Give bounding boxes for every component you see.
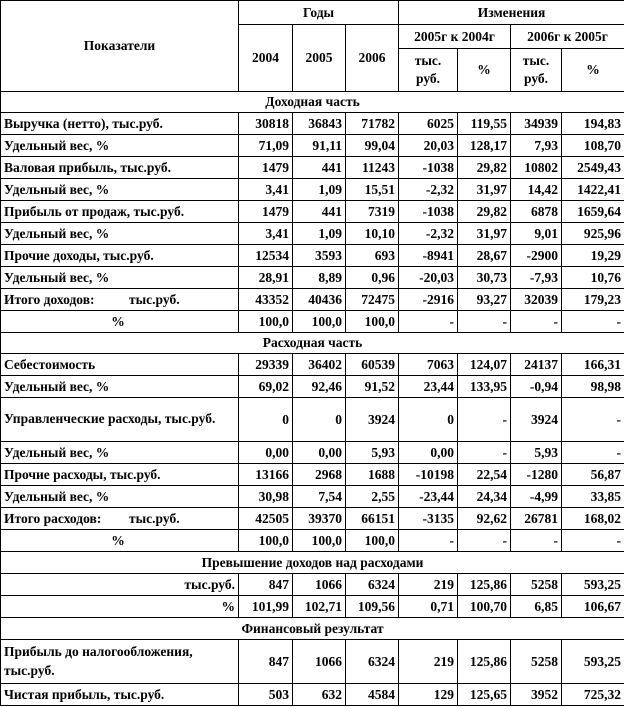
value-cell: 11243 bbox=[346, 157, 399, 179]
value-cell: -1038 bbox=[399, 201, 458, 223]
value-cell: 43352 bbox=[239, 289, 293, 311]
value-cell: 3,41 bbox=[239, 179, 293, 201]
value-cell: 0,96 bbox=[346, 267, 399, 289]
value-cell: - bbox=[562, 398, 624, 442]
value-cell: - bbox=[562, 311, 624, 333]
value-cell: -0,94 bbox=[511, 376, 562, 398]
section-title: Доходная часть bbox=[1, 92, 624, 113]
value-cell: 593,25 bbox=[562, 640, 624, 684]
value-cell: 725,32 bbox=[562, 684, 624, 706]
value-cell: 26781 bbox=[511, 508, 562, 530]
value-cell: 40436 bbox=[293, 289, 346, 311]
years-group-header: Годы bbox=[239, 1, 399, 25]
value-cell: 125,86 bbox=[458, 640, 511, 684]
value-cell: 6,85 bbox=[511, 596, 562, 618]
value-cell: 503 bbox=[239, 684, 293, 706]
value-cell: 6025 bbox=[399, 113, 458, 135]
value-cell: 28,67 bbox=[458, 245, 511, 267]
value-cell: -2,32 bbox=[399, 179, 458, 201]
value-cell: 1422,41 bbox=[562, 179, 624, 201]
value-cell: -2900 bbox=[511, 245, 562, 267]
value-cell: 71782 bbox=[346, 113, 399, 135]
value-cell: 93,27 bbox=[458, 289, 511, 311]
value-cell: 5258 bbox=[511, 640, 562, 684]
row-label: Себестоимость bbox=[1, 354, 239, 376]
value-cell: 10,10 bbox=[346, 223, 399, 245]
table-row bbox=[1, 486, 624, 508]
table-row bbox=[1, 354, 624, 376]
total-row bbox=[1, 289, 624, 311]
table-row bbox=[1, 574, 624, 596]
value-cell: 91,52 bbox=[346, 376, 399, 398]
value-cell: 632 bbox=[293, 684, 346, 706]
value-cell: 0,00 bbox=[399, 442, 458, 464]
value-cell: 125,86 bbox=[458, 574, 511, 596]
section-title: Финансовый результат bbox=[1, 618, 624, 640]
year-header-2004: 2004 bbox=[239, 25, 293, 92]
value-cell: 219 bbox=[399, 640, 458, 684]
value-cell: 1066 bbox=[293, 640, 346, 684]
unit-header-tys: тыс. руб. bbox=[399, 49, 458, 92]
value-cell: 101,99 bbox=[239, 596, 293, 618]
value-cell: 71,09 bbox=[239, 135, 293, 157]
value-cell: 100,0 bbox=[346, 530, 399, 552]
row-label: % bbox=[1, 530, 239, 552]
value-cell: 30,73 bbox=[458, 267, 511, 289]
row-label: Удельный вес, % bbox=[1, 267, 239, 289]
unit-header-tys: тыс. руб. bbox=[511, 49, 562, 92]
value-cell: -1280 bbox=[511, 464, 562, 486]
value-cell: 3952 bbox=[511, 684, 562, 706]
value-cell: 10802 bbox=[511, 157, 562, 179]
row-label: Прочие расходы, тыс.руб. bbox=[1, 464, 239, 486]
value-cell: 31,97 bbox=[458, 223, 511, 245]
value-cell: 98,98 bbox=[562, 376, 624, 398]
value-cell: 102,71 bbox=[293, 596, 346, 618]
value-cell: 56,87 bbox=[562, 464, 624, 486]
value-cell: 128,17 bbox=[458, 135, 511, 157]
table-row bbox=[1, 398, 624, 442]
section-title: Превышение доходов над расходами bbox=[1, 552, 624, 574]
value-cell: 1688 bbox=[346, 464, 399, 486]
row-label: Удельный вес, % bbox=[1, 376, 239, 398]
section-row bbox=[1, 333, 624, 354]
total-label: Итого расходов: bbox=[4, 510, 102, 526]
value-cell: 2549,43 bbox=[562, 157, 624, 179]
value-cell: 2968 bbox=[293, 464, 346, 486]
value-cell: 15,51 bbox=[346, 179, 399, 201]
value-cell: 10,76 bbox=[562, 267, 624, 289]
value-cell: 13166 bbox=[239, 464, 293, 486]
year-header-2005: 2005 bbox=[293, 25, 346, 92]
value-cell: -7,93 bbox=[511, 267, 562, 289]
table-row bbox=[1, 530, 624, 552]
value-cell: 6324 bbox=[346, 640, 399, 684]
value-cell: 5258 bbox=[511, 574, 562, 596]
row-label: Выручка (нетто), тыс.руб. bbox=[1, 113, 239, 135]
value-cell: 0,00 bbox=[239, 442, 293, 464]
value-cell: 36843 bbox=[293, 113, 346, 135]
value-cell: 39370 bbox=[293, 508, 346, 530]
section-title: Расходная часть bbox=[1, 333, 624, 354]
value-cell: 166,31 bbox=[562, 354, 624, 376]
value-cell: - bbox=[511, 530, 562, 552]
value-cell: 69,02 bbox=[239, 376, 293, 398]
value-cell: - bbox=[458, 398, 511, 442]
value-cell: 441 bbox=[293, 157, 346, 179]
value-cell: 7,54 bbox=[293, 486, 346, 508]
value-cell: 29339 bbox=[239, 354, 293, 376]
value-cell: 7,93 bbox=[511, 135, 562, 157]
value-cell: 22,54 bbox=[458, 464, 511, 486]
value-cell: - bbox=[458, 442, 511, 464]
value-cell: 1,09 bbox=[293, 179, 346, 201]
value-cell: 194,83 bbox=[562, 113, 624, 135]
value-cell: 179,23 bbox=[562, 289, 624, 311]
row-label: Прочие доходы, тыс.руб. bbox=[1, 245, 239, 267]
table-row bbox=[1, 223, 624, 245]
value-cell: 23,44 bbox=[399, 376, 458, 398]
table-row bbox=[1, 135, 624, 157]
table-row bbox=[1, 245, 624, 267]
value-cell: 100,70 bbox=[458, 596, 511, 618]
table-row bbox=[1, 442, 624, 464]
value-cell: 66151 bbox=[346, 508, 399, 530]
value-cell: 124,07 bbox=[458, 354, 511, 376]
value-cell: 100,0 bbox=[239, 530, 293, 552]
value-cell: -1038 bbox=[399, 157, 458, 179]
value-cell: 6324 bbox=[346, 574, 399, 596]
row-label: % bbox=[1, 311, 239, 333]
row-label: тыс.руб. bbox=[1, 574, 239, 596]
value-cell: 29,82 bbox=[458, 157, 511, 179]
section-row bbox=[1, 92, 624, 113]
value-cell: -8941 bbox=[399, 245, 458, 267]
row-label: Прибыль до налогообложения, тыс.руб. bbox=[1, 640, 239, 684]
value-cell: 28,91 bbox=[239, 267, 293, 289]
unit-header-pct: % bbox=[458, 49, 511, 92]
value-cell: 219 bbox=[399, 574, 458, 596]
total-label-cell bbox=[1, 289, 239, 311]
value-cell: 91,11 bbox=[293, 135, 346, 157]
value-cell: -10198 bbox=[399, 464, 458, 486]
section-row bbox=[1, 552, 624, 574]
value-cell: 0 bbox=[239, 398, 293, 442]
value-cell: 92,46 bbox=[293, 376, 346, 398]
value-cell: 0,71 bbox=[399, 596, 458, 618]
table-row bbox=[1, 464, 624, 486]
value-cell: 99,04 bbox=[346, 135, 399, 157]
value-cell: - bbox=[399, 530, 458, 552]
value-cell: 0,00 bbox=[293, 442, 346, 464]
table-row bbox=[1, 311, 624, 333]
value-cell: 12534 bbox=[239, 245, 293, 267]
value-cell: 3924 bbox=[346, 398, 399, 442]
value-cell: 129 bbox=[399, 684, 458, 706]
value-cell: 24137 bbox=[511, 354, 562, 376]
value-cell: 593,25 bbox=[562, 574, 624, 596]
value-cell: 29,82 bbox=[458, 201, 511, 223]
value-cell: 60539 bbox=[346, 354, 399, 376]
value-cell: 1066 bbox=[293, 574, 346, 596]
value-cell: 32039 bbox=[511, 289, 562, 311]
value-cell: 1,09 bbox=[293, 223, 346, 245]
value-cell: 1479 bbox=[239, 157, 293, 179]
row-label: Удельный вес, % bbox=[1, 442, 239, 464]
unit-header-pct: % bbox=[562, 49, 624, 92]
value-cell: 36402 bbox=[293, 354, 346, 376]
total-label: Итого доходов: bbox=[4, 291, 95, 307]
total-unit: тыс.руб. bbox=[129, 510, 180, 526]
value-cell: -20,03 bbox=[399, 267, 458, 289]
value-cell: - bbox=[399, 311, 458, 333]
value-cell: 133,95 bbox=[458, 376, 511, 398]
row-label: Удельный вес, % bbox=[1, 223, 239, 245]
value-cell: 2,55 bbox=[346, 486, 399, 508]
value-cell: 31,97 bbox=[458, 179, 511, 201]
value-cell: - bbox=[562, 442, 624, 464]
table-row bbox=[1, 267, 624, 289]
value-cell: 100,0 bbox=[293, 530, 346, 552]
row-label: Чистая прибыль, тыс.руб. bbox=[1, 684, 239, 706]
value-cell: 0 bbox=[293, 398, 346, 442]
value-cell: 100,0 bbox=[346, 311, 399, 333]
value-cell: 8,89 bbox=[293, 267, 346, 289]
row-label: Удельный вес, % bbox=[1, 135, 239, 157]
value-cell: 925,96 bbox=[562, 223, 624, 245]
total-unit: тыс.руб. bbox=[129, 291, 180, 307]
value-cell: 14,42 bbox=[511, 179, 562, 201]
value-cell: 92,62 bbox=[458, 508, 511, 530]
value-cell: 5,93 bbox=[511, 442, 562, 464]
value-cell: - bbox=[458, 530, 511, 552]
row-label: % bbox=[1, 596, 239, 618]
row-label: Удельный вес, % bbox=[1, 179, 239, 201]
value-cell: -4,99 bbox=[511, 486, 562, 508]
value-cell: 106,67 bbox=[562, 596, 624, 618]
value-cell: 847 bbox=[239, 574, 293, 596]
table-row bbox=[1, 640, 624, 684]
value-cell: 19,29 bbox=[562, 245, 624, 267]
value-cell: 1479 bbox=[239, 201, 293, 223]
value-cell: 9,01 bbox=[511, 223, 562, 245]
changes-group-header: Изменения bbox=[399, 1, 624, 25]
change-header-2005-2004: 2005г к 2004г bbox=[399, 25, 511, 49]
value-cell: 847 bbox=[239, 640, 293, 684]
value-cell: 119,55 bbox=[458, 113, 511, 135]
value-cell: 3,41 bbox=[239, 223, 293, 245]
table-row bbox=[1, 596, 624, 618]
indicator-header: Показатели bbox=[1, 1, 239, 92]
table-row bbox=[1, 113, 624, 135]
table-row bbox=[1, 157, 624, 179]
value-cell: 3593 bbox=[293, 245, 346, 267]
value-cell: 30818 bbox=[239, 113, 293, 135]
value-cell: 4584 bbox=[346, 684, 399, 706]
value-cell: -2916 bbox=[399, 289, 458, 311]
row-label: Прибыль от продаж, тыс.руб. bbox=[1, 201, 239, 223]
value-cell: 0 bbox=[399, 398, 458, 442]
value-cell: 100,0 bbox=[293, 311, 346, 333]
value-cell: 24,34 bbox=[458, 486, 511, 508]
value-cell: 42505 bbox=[239, 508, 293, 530]
value-cell: 34939 bbox=[511, 113, 562, 135]
change-header-2006-2005: 2006г к 2005г bbox=[511, 25, 624, 49]
value-cell: 441 bbox=[293, 201, 346, 223]
row-label: Валовая прибыль, тыс.руб. bbox=[1, 157, 239, 179]
value-cell: - bbox=[562, 530, 624, 552]
total-row bbox=[1, 508, 624, 530]
value-cell: 30,98 bbox=[239, 486, 293, 508]
row-label: Управленческие расходы, тыс.руб. bbox=[1, 398, 239, 442]
value-cell: 109,56 bbox=[346, 596, 399, 618]
value-cell: 7063 bbox=[399, 354, 458, 376]
value-cell: 5,93 bbox=[346, 442, 399, 464]
table-row bbox=[1, 179, 624, 201]
year-header-2006: 2006 bbox=[346, 25, 399, 92]
table-row bbox=[1, 201, 624, 223]
table-row bbox=[1, 376, 624, 398]
total-label-cell bbox=[1, 508, 239, 530]
value-cell: -2,32 bbox=[399, 223, 458, 245]
value-cell: 20,03 bbox=[399, 135, 458, 157]
value-cell: 33,85 bbox=[562, 486, 624, 508]
value-cell: 108,70 bbox=[562, 135, 624, 157]
value-cell: 72475 bbox=[346, 289, 399, 311]
value-cell: 6878 bbox=[511, 201, 562, 223]
value-cell: 125,65 bbox=[458, 684, 511, 706]
row-label: Удельный вес, % bbox=[1, 486, 239, 508]
value-cell: - bbox=[458, 311, 511, 333]
value-cell: 7319 bbox=[346, 201, 399, 223]
table-body bbox=[1, 1, 624, 706]
value-cell: -23,44 bbox=[399, 486, 458, 508]
value-cell: -3135 bbox=[399, 508, 458, 530]
value-cell: 100,0 bbox=[239, 311, 293, 333]
value-cell: 3924 bbox=[511, 398, 562, 442]
value-cell: 1659,64 bbox=[562, 201, 624, 223]
value-cell: 168,02 bbox=[562, 508, 624, 530]
section-row bbox=[1, 618, 624, 640]
value-cell: 693 bbox=[346, 245, 399, 267]
table-row bbox=[1, 684, 624, 706]
value-cell: - bbox=[511, 311, 562, 333]
